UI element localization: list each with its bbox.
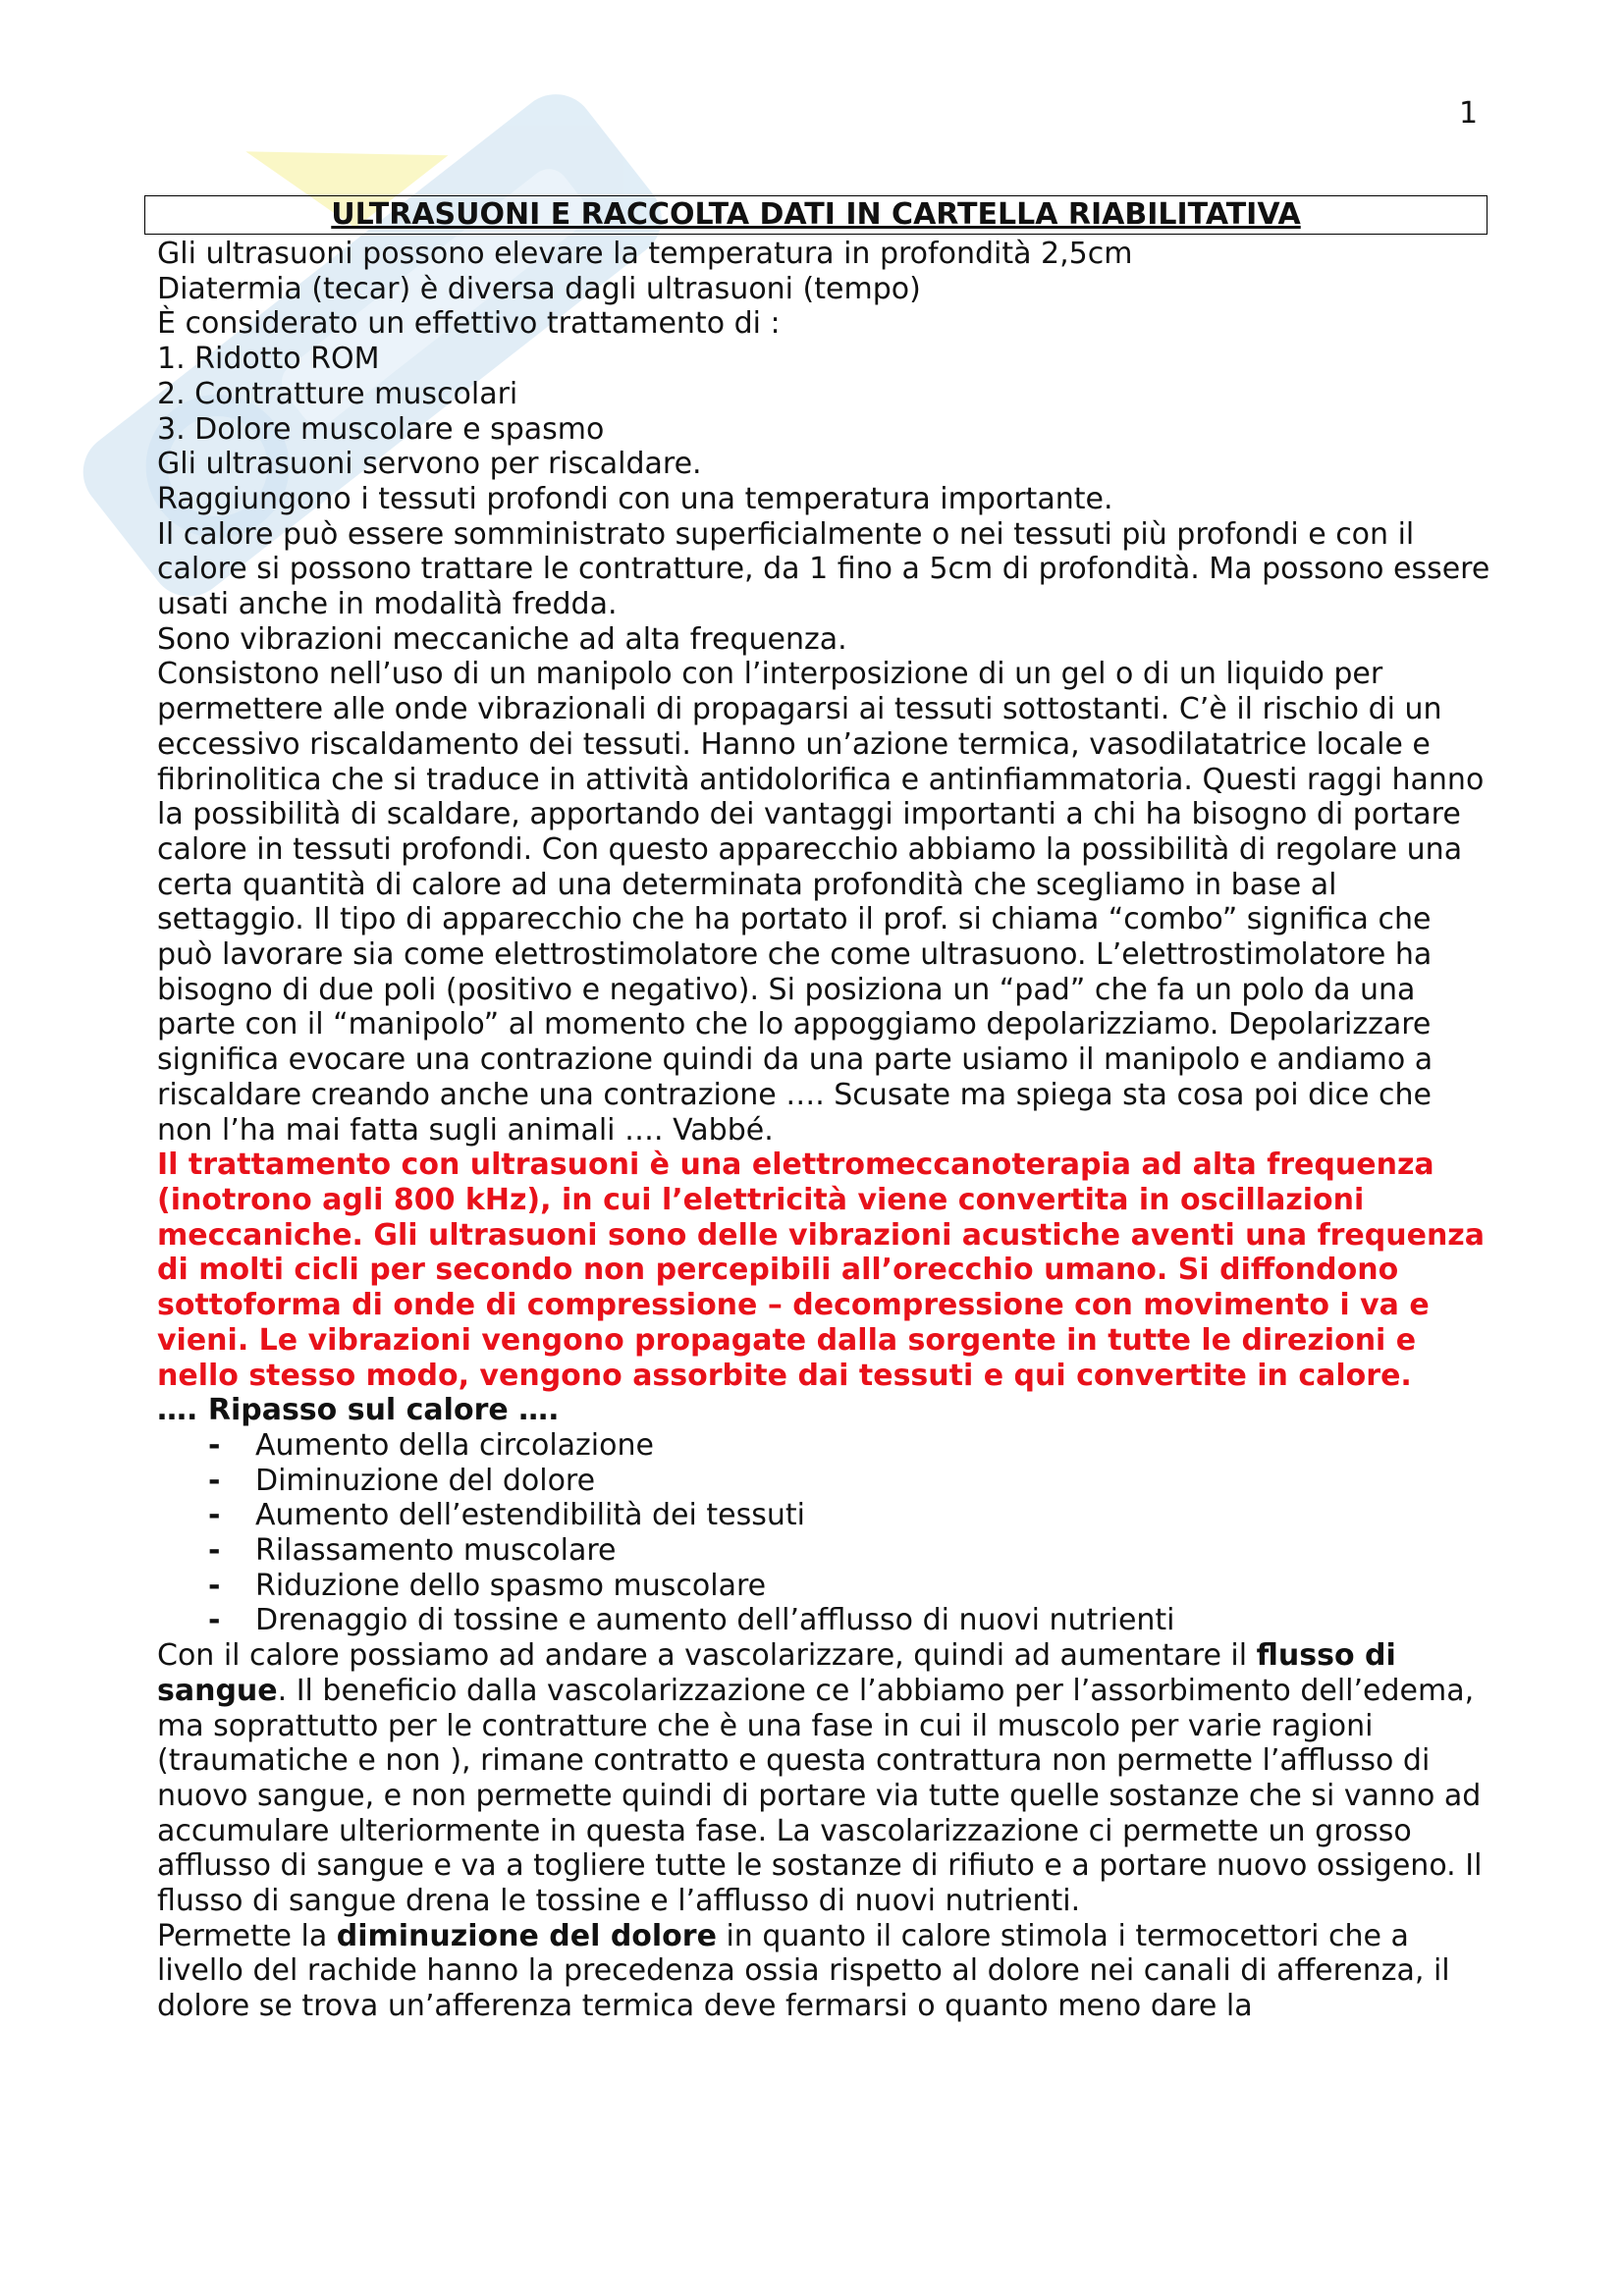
bullet-dash: -: [208, 1498, 221, 1533]
list-item: [157, 1533, 1492, 1569]
paragraph-flusso: [157, 1638, 1492, 1919]
highlighted-paragraph: Il trattamento con ultrasuoni è una elettromeccanoterapia ad alta frequenza (inotrono agli 800 kHz), in cui l’elettricità viene convertita in oscillazioni meccaniche. Gli ultrasuoni sono delle vibrazioni acustiche aventi una frequenza di molti cicli per secondo non percepibili all’orecchio umano. Si diffondono sottoforma di onde di compressione – decompressione con movimento i va e vieni. Le vibrazioni vengono propagate dalla sorgente in tutte le direzioni e nello stesso modo, vengono assorbite dai tessuti e qui convertite in calore.: [157, 1148, 1486, 1393]
bold-term: diminuzione del dolore: [336, 1918, 717, 1953]
section-heading-ripasso: …. Ripasso sul calore ….: [157, 1393, 560, 1428]
list-item-text: Rilassamento muscolare: [255, 1533, 617, 1569]
numbered-item: 3. Dolore muscolare e spasmo: [157, 411, 605, 447]
text-run: Permette la: [157, 1918, 337, 1953]
list-item: [157, 1603, 1492, 1638]
numbered-item: 1. Ridotto ROM: [157, 342, 380, 377]
list-item-text: Aumento della circolazione: [255, 1427, 654, 1463]
paragraph-manipolo: Consistono nell’uso di un manipolo con l’interposizione di un gel o di un liquido per permettere alle onde vibrazionali di propagarsi ai tessuti sottostanti. C’è il rischio di un eccessivo riscaldamento dei tessuti. Hanno un’azione termica, vasodilatatrice locale e fibrinolitica che si traduce in attività antidolorifica e antinfiammatoria. Questi raggi hanno la possibilità di scaldare, apportando dei vantaggi importanti a chi ha bisogno di portare calore in tessuti profondi. Con questo apparecchio abbiamo la possibilità di regolare una certa quantità di calore ad una determinata profondità che scegliamo in base al settaggio. Il tipo di apparecchio che ha portato il prof. si chiama “combo” significa che può lavorare sia come elettrostimolatore che come ultrasuono. L’elettrostimolatore ha bisogno di due poli (positivo e negativo). Si posiziona un “pad” che fa un polo da una parte con il “manipolo” al momento che lo appoggiamo depolarizziamo. Depolarizzare significa evocare una contrazione quindi da una parte usiamo il manipolo e andiamo a riscaldare creando anche una contrazione …. Scusate ma spiega sta cosa poi dice che non l’ha mai fatta sugli animali …. Vabbé.: [157, 657, 1485, 1148]
text-run: Con il calore possiamo ad andare a vascolarizzare, quindi ad aumentare il: [157, 1638, 1257, 1674]
numbered-item: 2. Contratture muscolari: [157, 376, 518, 411]
list-item-text: Diminuzione del dolore: [255, 1463, 596, 1498]
list-item: [157, 1464, 1492, 1499]
list-item: [157, 1498, 1492, 1533]
bullet-dash: -: [208, 1533, 221, 1569]
list-item-text: Drenaggio di tossine e aumento dell’afflusso di nuovi nutrienti: [255, 1603, 1175, 1638]
bullet-dash: -: [208, 1427, 221, 1463]
text-line: Sono vibrazioni meccaniche ad alta frequenza.: [157, 621, 847, 657]
paragraph-dolore: [157, 1919, 1492, 2024]
text-line: Gli ultrasuoni servono per riscaldare.: [157, 447, 702, 482]
document-body: [157, 237, 1492, 2024]
list-item-text: Aumento dell’estendibilità dei tessuti: [255, 1498, 805, 1533]
text-line: Gli ultrasuoni possono elevare la temperatura in profondità 2,5cm: [157, 237, 1133, 271]
list-item-text: Riduzione dello spasmo muscolare: [255, 1568, 767, 1603]
bullet-dash: -: [208, 1568, 221, 1603]
text-run: . Il beneficio dalla vascolarizzazione ce l’abbiamo per l’assorbimento dell’edema, ma soprattutto per le contratture che è una fase in cui il muscolo per varie ragioni (traumatiche e non ), rimane contratto e questa contrattura non permette l’afflusso di nuovo sangue, e non permette quindi di portare via tutte quelle sostanze che si vanno ad accumulare ulteriormente in questa fase. La vascolarizzazione ci permette un grosso afflusso di sangue e va a togliere tutte le sostanze di rifiuto e a portare nuovo ossigeno. Il flusso di sangue drena le tossine e l’afflusso di nuovi nutrienti.: [157, 1673, 1483, 1919]
bold-term: flusso di sangue: [157, 1638, 1396, 1708]
text-line: È considerato un effettivo trattamento di :: [157, 306, 781, 342]
text-line: Diatermia (tecar) è diversa dagli ultrasuoni (tempo): [157, 271, 921, 306]
page-number: 1: [1459, 96, 1479, 131]
text-line: Raggiungono i tessuti profondi con una temperatura importante.: [157, 481, 1113, 516]
paragraph-calore: Il calore può essere somministrato superficialmente o nei tessuti più profondi e con il calore si possono trattare le contratture, da 1 fino a 5cm di profondità. Ma possono essere usati anche in modalità fredda.: [157, 516, 1490, 622]
list-item: [157, 1428, 1492, 1464]
text-run: in quanto il calore stimola i termocettori che a livello del rachide hanno la precedenza ossia rispetto al dolore nei canali di afferenza, il dolore se trova un’afferenza termica deve fermarsi o quanto meno dare la: [157, 1918, 1450, 2024]
document-title: ULTRASUONI E RACCOLTA DATI IN CARTELLA RIABILITATIVA: [144, 195, 1488, 235]
benefits-list: [157, 1428, 1492, 1638]
bullet-dash: -: [208, 1603, 221, 1638]
list-item: [157, 1569, 1492, 1604]
bullet-dash: -: [208, 1463, 221, 1498]
